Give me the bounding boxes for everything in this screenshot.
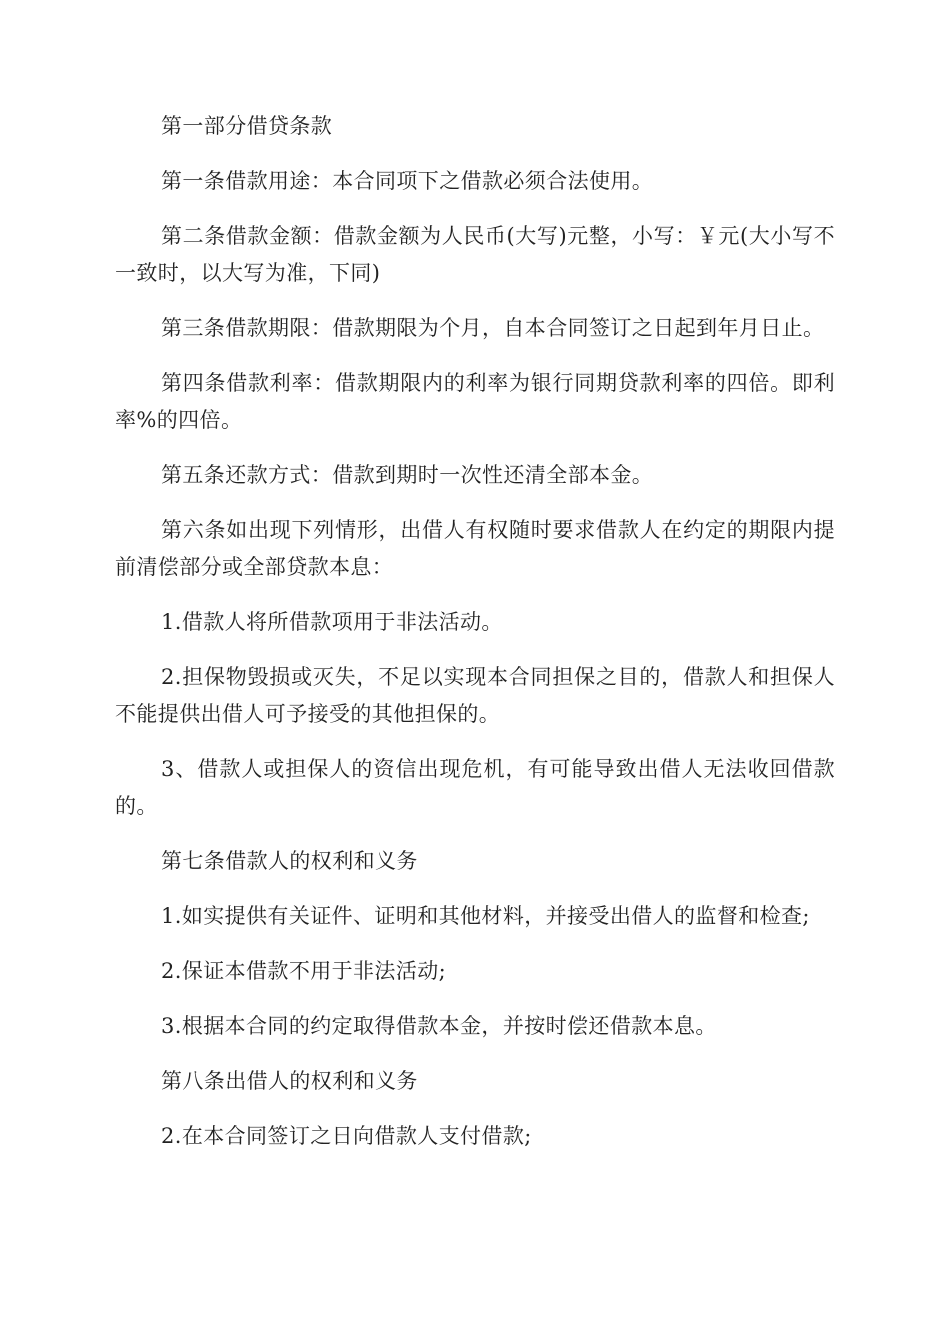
- article-5-repayment-method: 第五条还款方式：借款到期时一次性还清全部本金。: [161, 463, 654, 487]
- section-heading-part-one: 第一部分借贷条款: [161, 114, 333, 138]
- article-8-item-2: 2.在本合同签订之日向借款人支付借款;: [161, 1124, 532, 1148]
- article-7-item-2: 2.保证本借款不用于非法活动;: [161, 959, 447, 983]
- article-7-item-1: 1.如实提供有关证件、证明和其他材料，并接受出借人的监督和检查;: [161, 904, 810, 928]
- article-4-interest-rate: 第四条借款利率：借款期限内的利率为银行同期贷款利率的四倍。即利率%的四倍。: [115, 371, 835, 432]
- article-6-item-1: 1.借款人将所借款项用于非法活动。: [161, 610, 503, 634]
- article-6-early-repayment: 第六条如出现下列情形，出借人有权随时要求借款人在约定的期限内提前清偿部分或全部贷款本息：: [115, 518, 835, 579]
- article-8-lender-rights: 第八条出借人的权利和义务: [161, 1069, 418, 1093]
- article-2-loan-amount: 第二条借款金额：借款金额为人民币(大写)元整，小写：￥元(大小写不一致时，以大写为准，下同): [115, 224, 835, 285]
- article-6-item-2: 2.担保物毁损或灭失，不足以实现本合同担保之目的，借款人和担保人不能提供出借人可予接受的其他担保的。: [115, 665, 835, 726]
- article-3-loan-term: 第三条借款期限：借款期限为个月，自本合同签订之日起到年月日止。: [161, 316, 825, 340]
- article-7-item-3: 3.根据本合同的约定取得借款本金，并按时偿还借款本息。: [161, 1014, 717, 1038]
- article-6-item-3: 3、借款人或担保人的资信出现危机，有可能导致出借人无法收回借款的。: [115, 757, 835, 818]
- article-7-borrower-rights: 第七条借款人的权利和义务: [161, 849, 418, 873]
- article-1-loan-purpose: 第一条借款用途：本合同项下之借款必须合法使用。: [161, 169, 654, 193]
